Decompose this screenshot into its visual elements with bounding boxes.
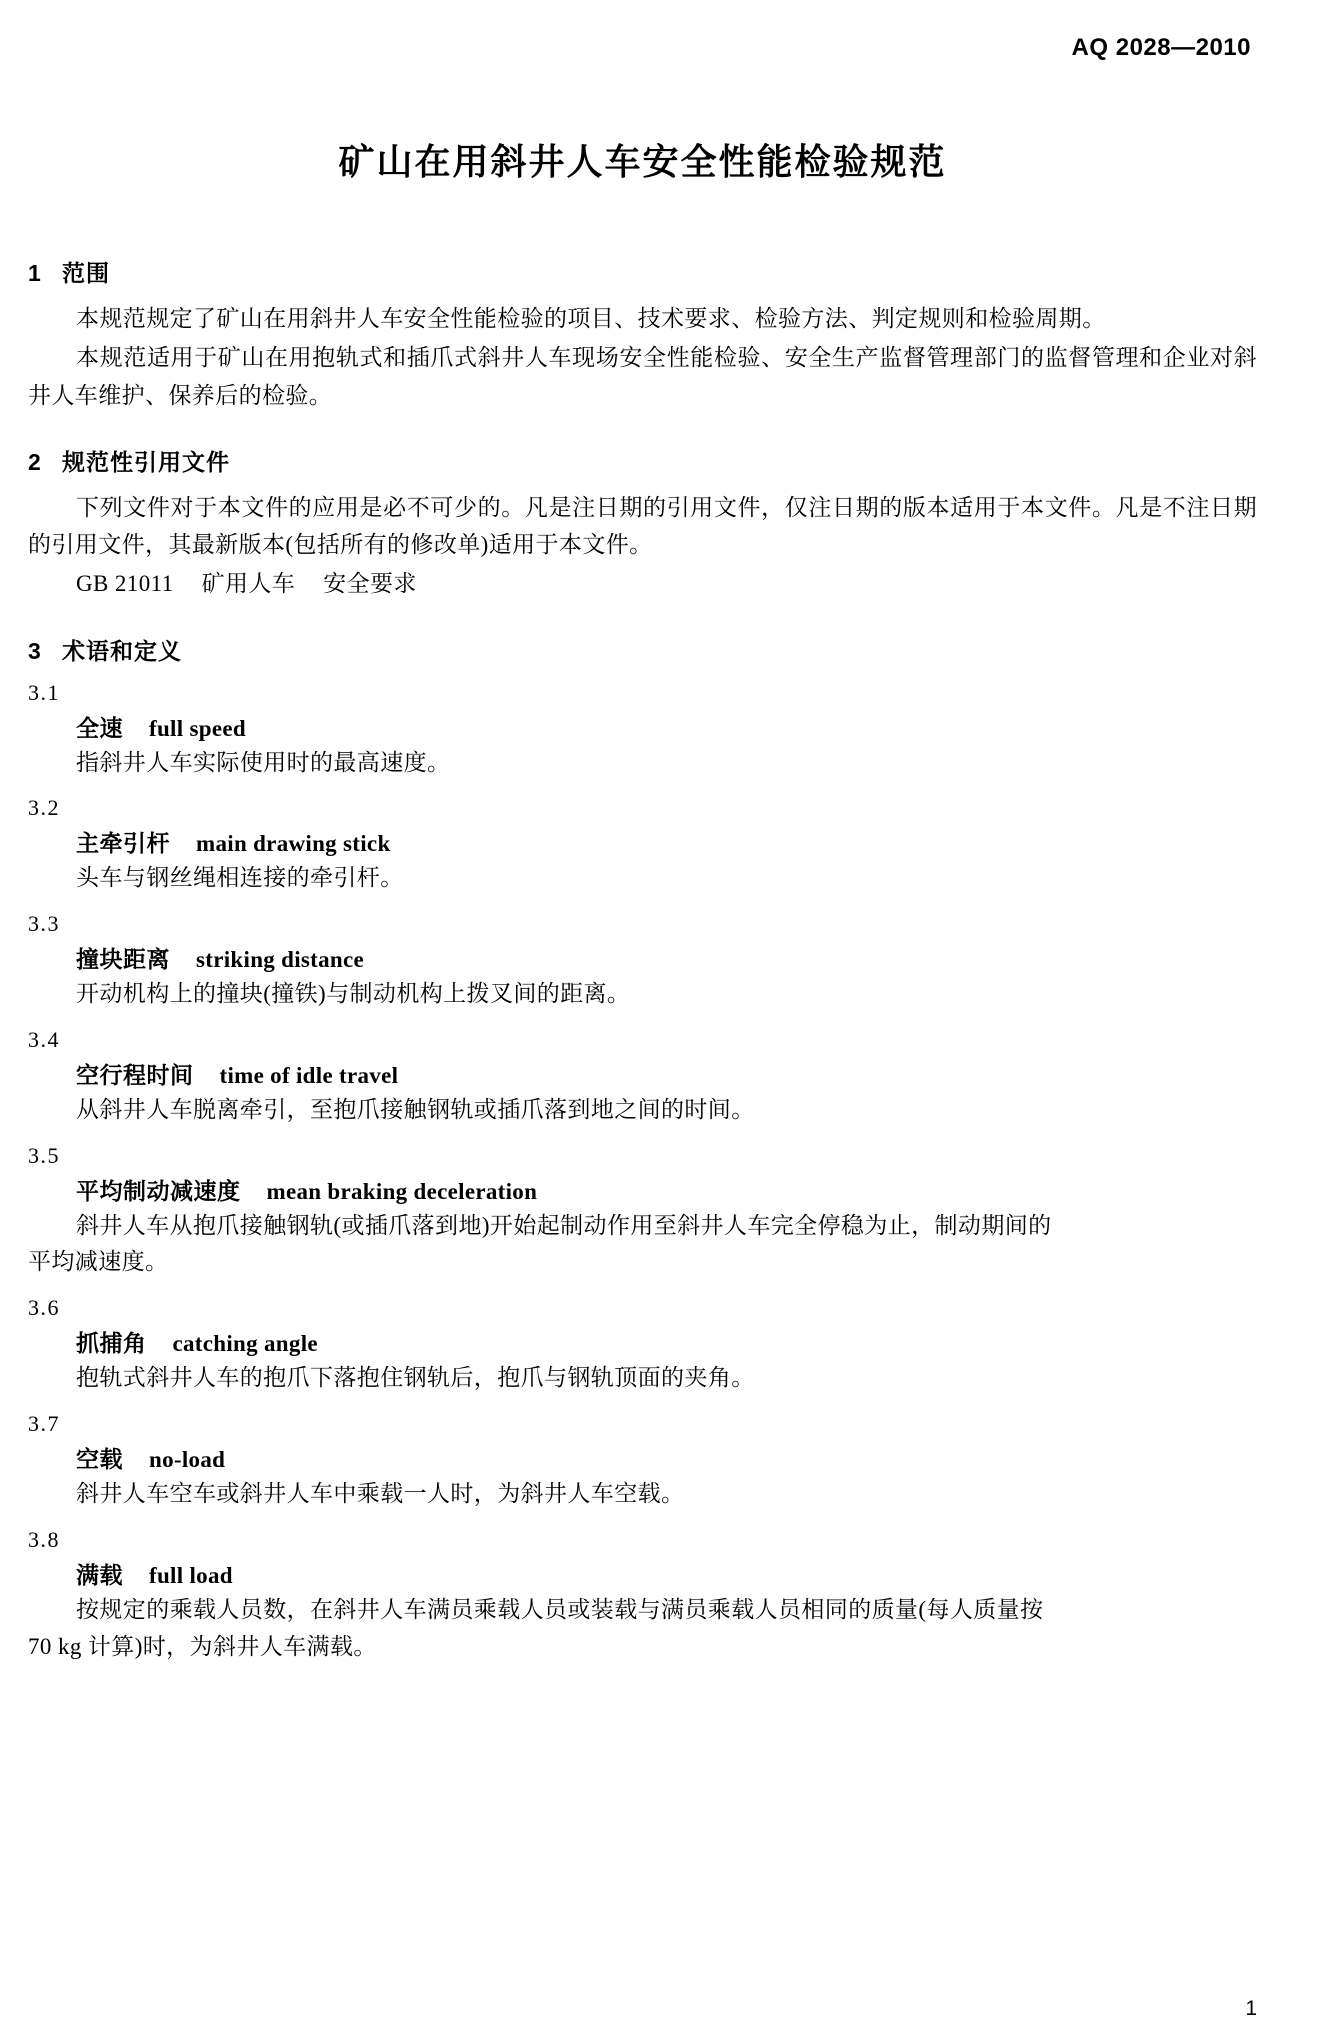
term-english-3-3: striking distance — [196, 947, 365, 973]
term-chinese-3-6: 抓捕角 — [76, 1330, 147, 1357]
term-chinese-3-2: 主牵引杆 — [76, 830, 170, 857]
term-chinese-3-5: 平均制动减速度 — [76, 1177, 241, 1204]
term-english-3-8: full load — [149, 1562, 233, 1588]
clause-number-3-1: 3.1 — [28, 679, 60, 705]
section-2-paragraph-1: 下列文件对于本文件的应用是必不可少的。凡是注日期的引用文件，仅注日期的版本适用于本文件。凡是不注日期的引用文件，其最新版本(包括所有的修改单)适用于本文件。 — [28, 494, 1257, 557]
normative-reference-item — [28, 565, 1257, 602]
term-definition-3-7: 斜井人车空车或斜井人车中乘载一人时，为斜井人车空载。 — [76, 1481, 685, 1507]
term-english-3-1: full speed — [149, 715, 246, 741]
term-chinese-3-7: 空载 — [76, 1446, 123, 1473]
term-definition-3-1: 指斜井人车实际使用时的最高速度。 — [76, 749, 451, 775]
term-chinese-3-4: 空行程时间 — [76, 1061, 194, 1088]
page-title: 矿山在用斜井人车安全性能检验规范 — [338, 141, 947, 182]
clause-number-3-6: 3.6 — [28, 1295, 60, 1321]
document-body — [28, 255, 1257, 1665]
clause-number-3-7: 3.7 — [28, 1411, 60, 1437]
term-definition-3-6: 抱轨式斜井人车的抱爪下落抱住钢轨后，抱爪与钢轨顶面的夹角。 — [76, 1365, 755, 1391]
term-english-3-2: main drawing stick — [196, 831, 391, 857]
page-number: 1 — [1245, 1997, 1257, 2020]
term-definition-3-8-cont: 70 kg 计算)时，为斜井人车满载。 — [28, 1633, 377, 1659]
term-definition-3-4: 从斜井人车脱离牵引，至抱爪接触钢轨或插爪落到地之间的时间。 — [76, 1096, 755, 1122]
term-title-3-5 — [76, 1173, 1257, 1206]
term-title-3-6 — [76, 1325, 1257, 1358]
term-english-3-7: no-load — [149, 1447, 226, 1473]
clause-number-3-5: 3.5 — [28, 1142, 60, 1168]
section-heading-2 — [28, 444, 1257, 477]
term-definition-3-2: 头车与钢丝绳相连接的牵引杆。 — [76, 865, 404, 891]
term-title-3-2 — [76, 825, 1257, 858]
term-title-3-7 — [76, 1441, 1257, 1474]
term-definition-3-8: 按规定的乘载人员数，在斜井人车满员乘载人员或装载与满员乘载人员相同的质量(每人质量按 — [76, 1596, 1044, 1622]
term-title-3-1 — [76, 710, 1257, 743]
term-title-3-3 — [76, 941, 1257, 974]
section-heading-3 — [28, 633, 1257, 666]
term-chinese-3-1: 全速 — [76, 714, 123, 741]
section-1-paragraph-2: 本规范适用于矿山在用抱轨式和插爪式斜井人车现场安全性能检验、安全生产监督管理部门的监督管理和企业对斜井人车维护、保养后的检验。 — [28, 345, 1257, 408]
section-title-2: 规范性引用文件 — [62, 448, 230, 475]
reference-extra: 安全要求 — [323, 571, 417, 597]
term-english-3-4: time of idle travel — [219, 1062, 399, 1088]
reference-code: GB 21011 — [76, 571, 174, 597]
section-heading-1 — [28, 255, 1257, 288]
section-title-3: 术语和定义 — [62, 637, 182, 664]
section-number-3: 3 — [28, 637, 42, 664]
term-english-3-6: catching angle — [172, 1331, 318, 1357]
term-title-3-8 — [76, 1557, 1257, 1590]
term-title-3-4 — [76, 1057, 1257, 1090]
term-definition-3-3: 开动机构上的撞块(撞铁)与制动机构上拨叉间的距离。 — [76, 981, 631, 1007]
term-chinese-3-3: 撞块距离 — [76, 946, 170, 973]
clause-number-3-8: 3.8 — [28, 1526, 60, 1552]
section-number-1: 1 — [28, 260, 42, 286]
clause-number-3-2: 3.2 — [28, 795, 60, 821]
term-chinese-3-8: 满载 — [76, 1561, 123, 1588]
term-definition-3-5-cont: 平均减速度。 — [28, 1249, 169, 1275]
section-number-2: 2 — [28, 448, 42, 475]
section-title-1: 范围 — [62, 260, 110, 286]
clause-number-3-4: 3.4 — [28, 1026, 60, 1052]
page-header-standard-code: AQ 2028—2010 — [1071, 34, 1251, 61]
section-1-paragraph-1: 本规范规定了矿山在用斜井人车安全性能检验的项目、技术要求、检验方法、判定规则和检验周期。 — [76, 306, 1106, 331]
term-definition-3-5: 斜井人车从抱爪接触钢轨(或插爪落到地)开始起制动作用至斜井人车完全停稳为止，制动期间的 — [76, 1212, 1052, 1238]
reference-name: 矿用人车 — [201, 571, 296, 597]
term-english-3-5: mean braking deceleration — [266, 1178, 538, 1204]
clause-number-3-3: 3.3 — [28, 911, 60, 937]
